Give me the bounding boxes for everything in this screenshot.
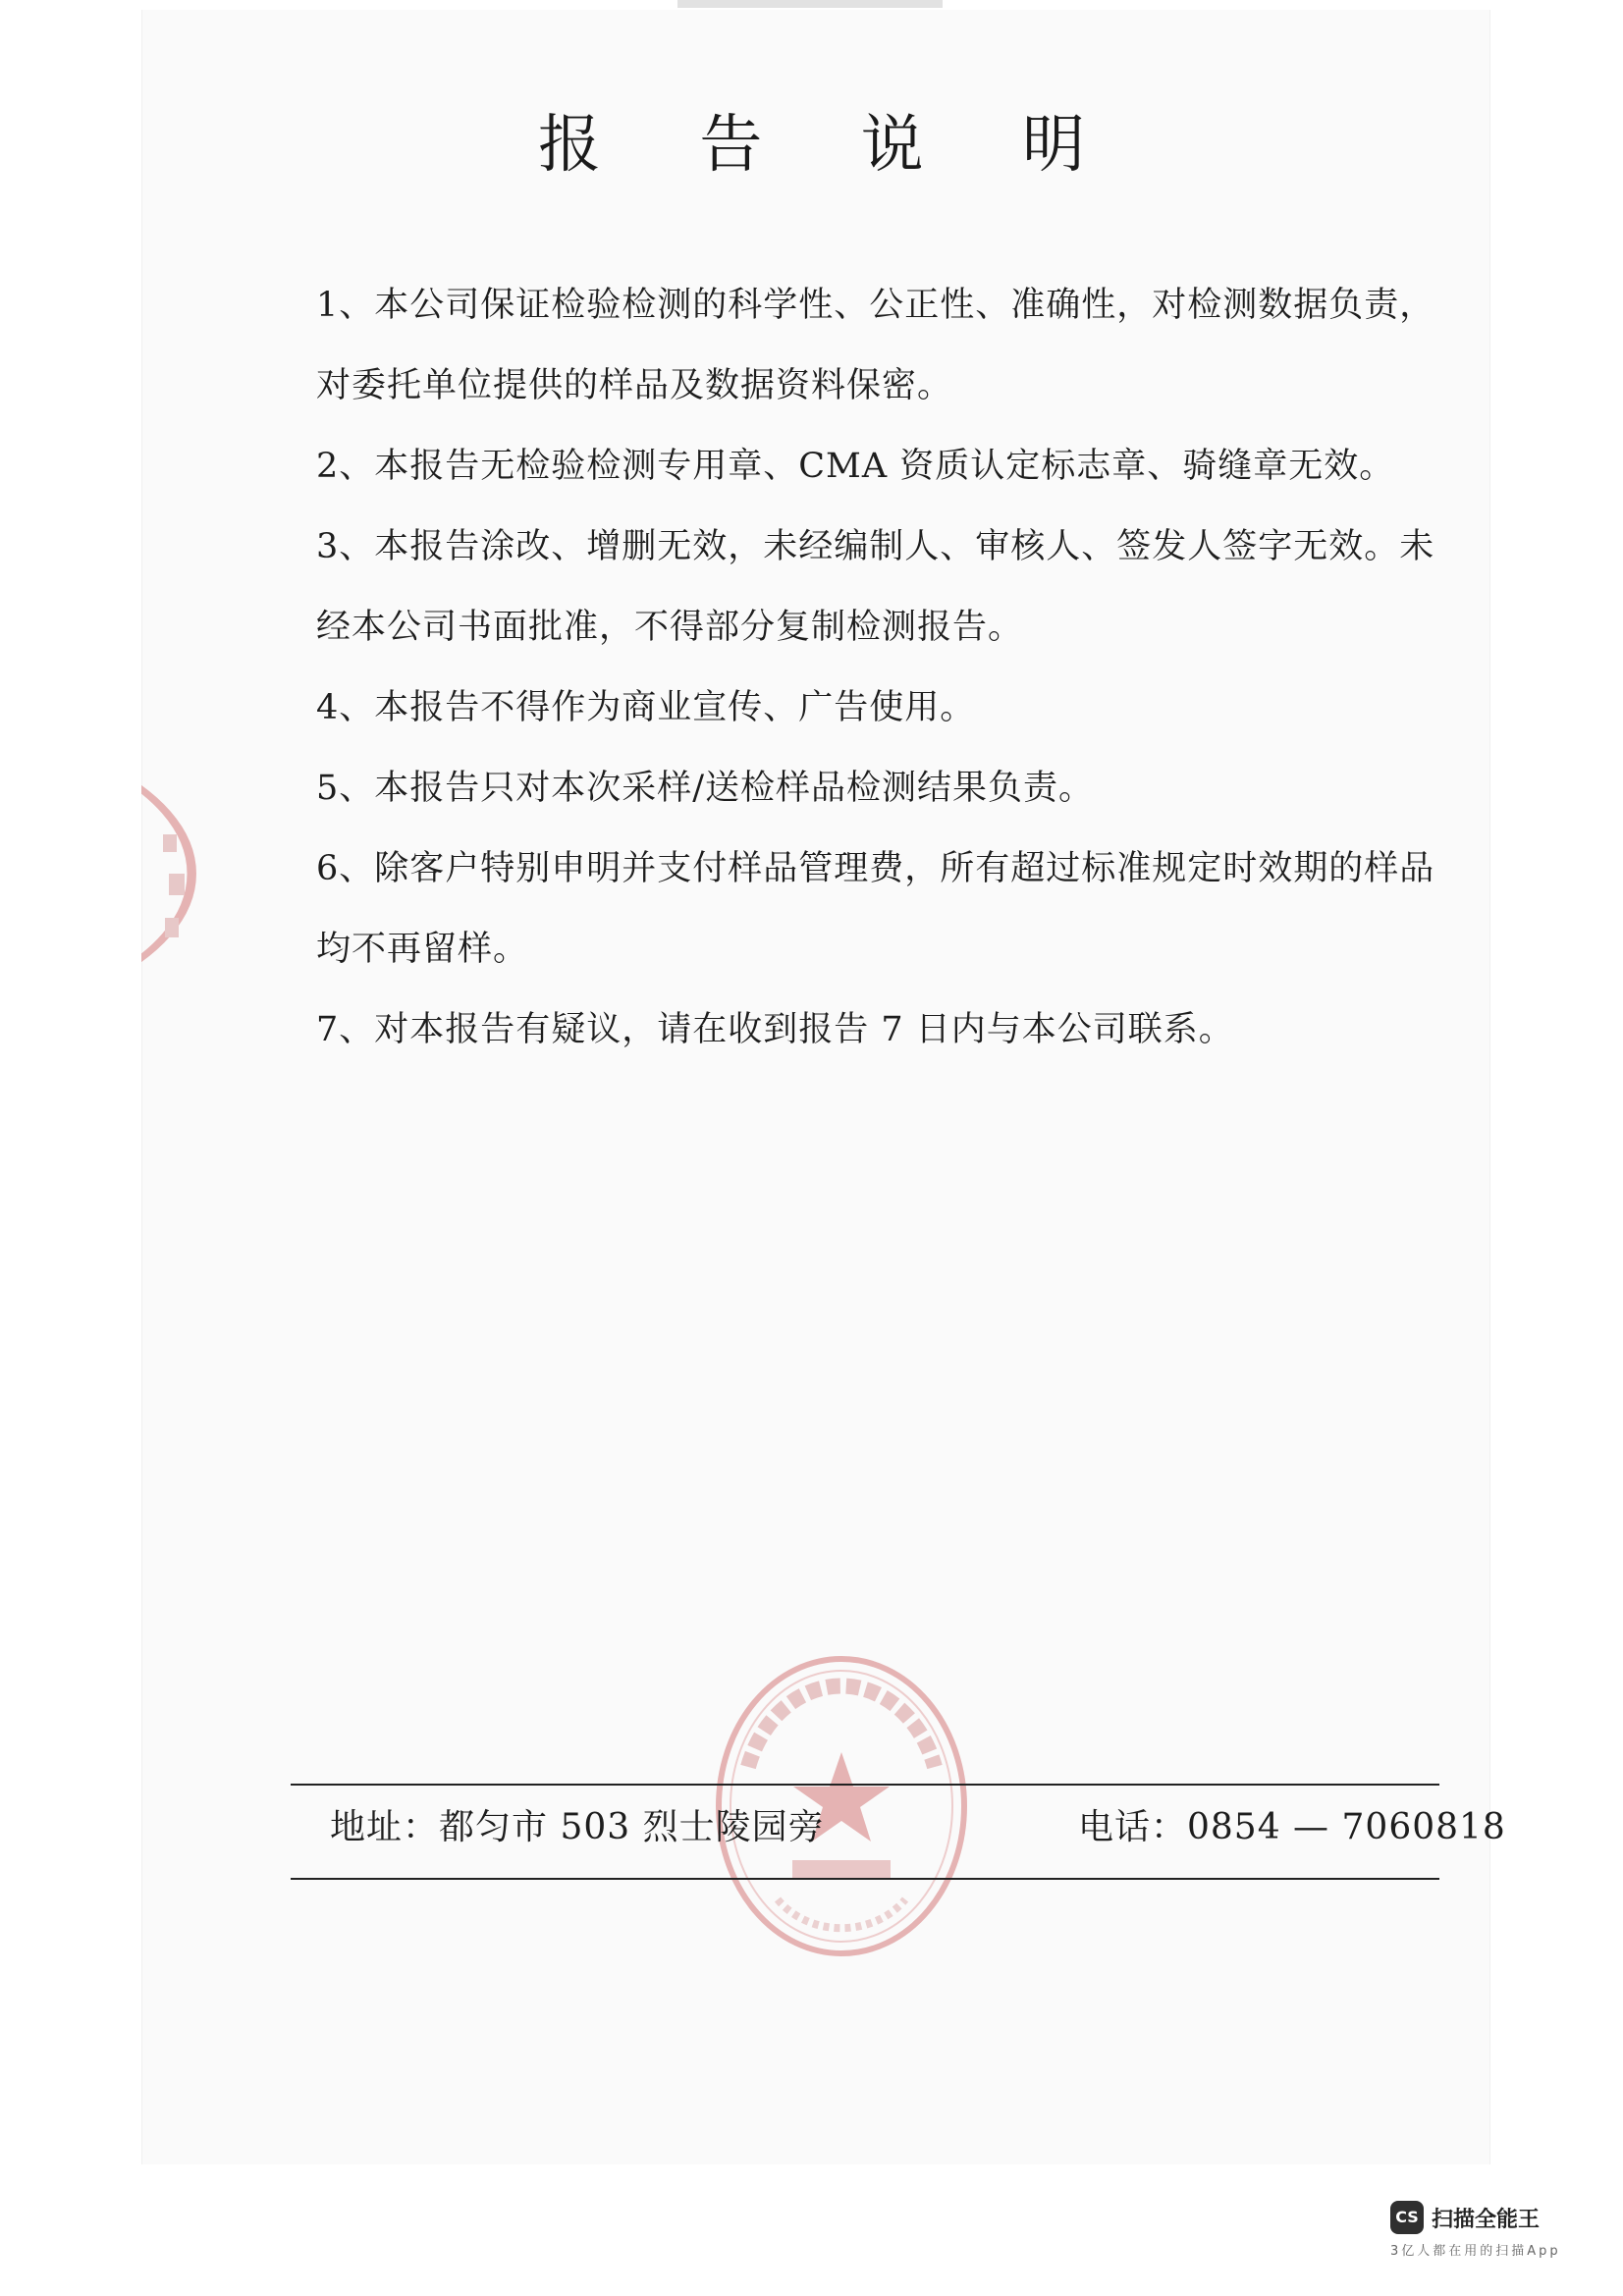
clause-6: 6、除客户特别申明并支付样品管理费，所有超过标准规定时效期的样品均不再留样。 bbox=[316, 849, 1435, 969]
footer-phone: 电话：0854 — 7060818 bbox=[1078, 1807, 1506, 1847]
clause-list bbox=[316, 265, 1455, 1070]
clause-1: 1、本公司保证检验检测的科学性、公正性、准确性，对检测数据负责，对委托单位提供的样品及数据资料保密。 bbox=[316, 286, 1435, 405]
footer-bottom-rule bbox=[291, 1878, 1439, 1880]
clause-2: 2、本报告无检验检测专用章、CMA 资质认定标志章、骑缝章无效。 bbox=[316, 447, 1395, 486]
clause-7: 7、对本报告有疑议，请在收到报告 7 日内与本公司联系。 bbox=[316, 1010, 1234, 1049]
scanner-app-tagline: 3亿人都在用的扫描App bbox=[1390, 2244, 1561, 2259]
scanner-app-name: 扫描全能王 bbox=[1432, 2208, 1541, 2232]
clause-3: 3、本报告涂改、增删无效，未经编制人、审核人、签发人签字无效。未经本公司书面批准，不得部分复制检测报告。 bbox=[316, 527, 1435, 647]
document-title: 报 告 说 明 bbox=[537, 109, 1125, 182]
clause-5: 5、本报告只对本次采样/送检样品检测结果负责。 bbox=[316, 769, 1095, 808]
side-seal-stamp bbox=[141, 726, 240, 1021]
clause-4: 4、本报告不得作为商业宣传、广告使用。 bbox=[316, 688, 976, 727]
cs-logo-icon: CS bbox=[1390, 2201, 1424, 2234]
footer-address: 地址：都匀市 503 烈士陵园旁 bbox=[330, 1807, 825, 1847]
scan-edge-tab bbox=[677, 0, 943, 8]
scanner-app-badge bbox=[1390, 2201, 1567, 2260]
footer-top-rule bbox=[291, 1784, 1439, 1786]
